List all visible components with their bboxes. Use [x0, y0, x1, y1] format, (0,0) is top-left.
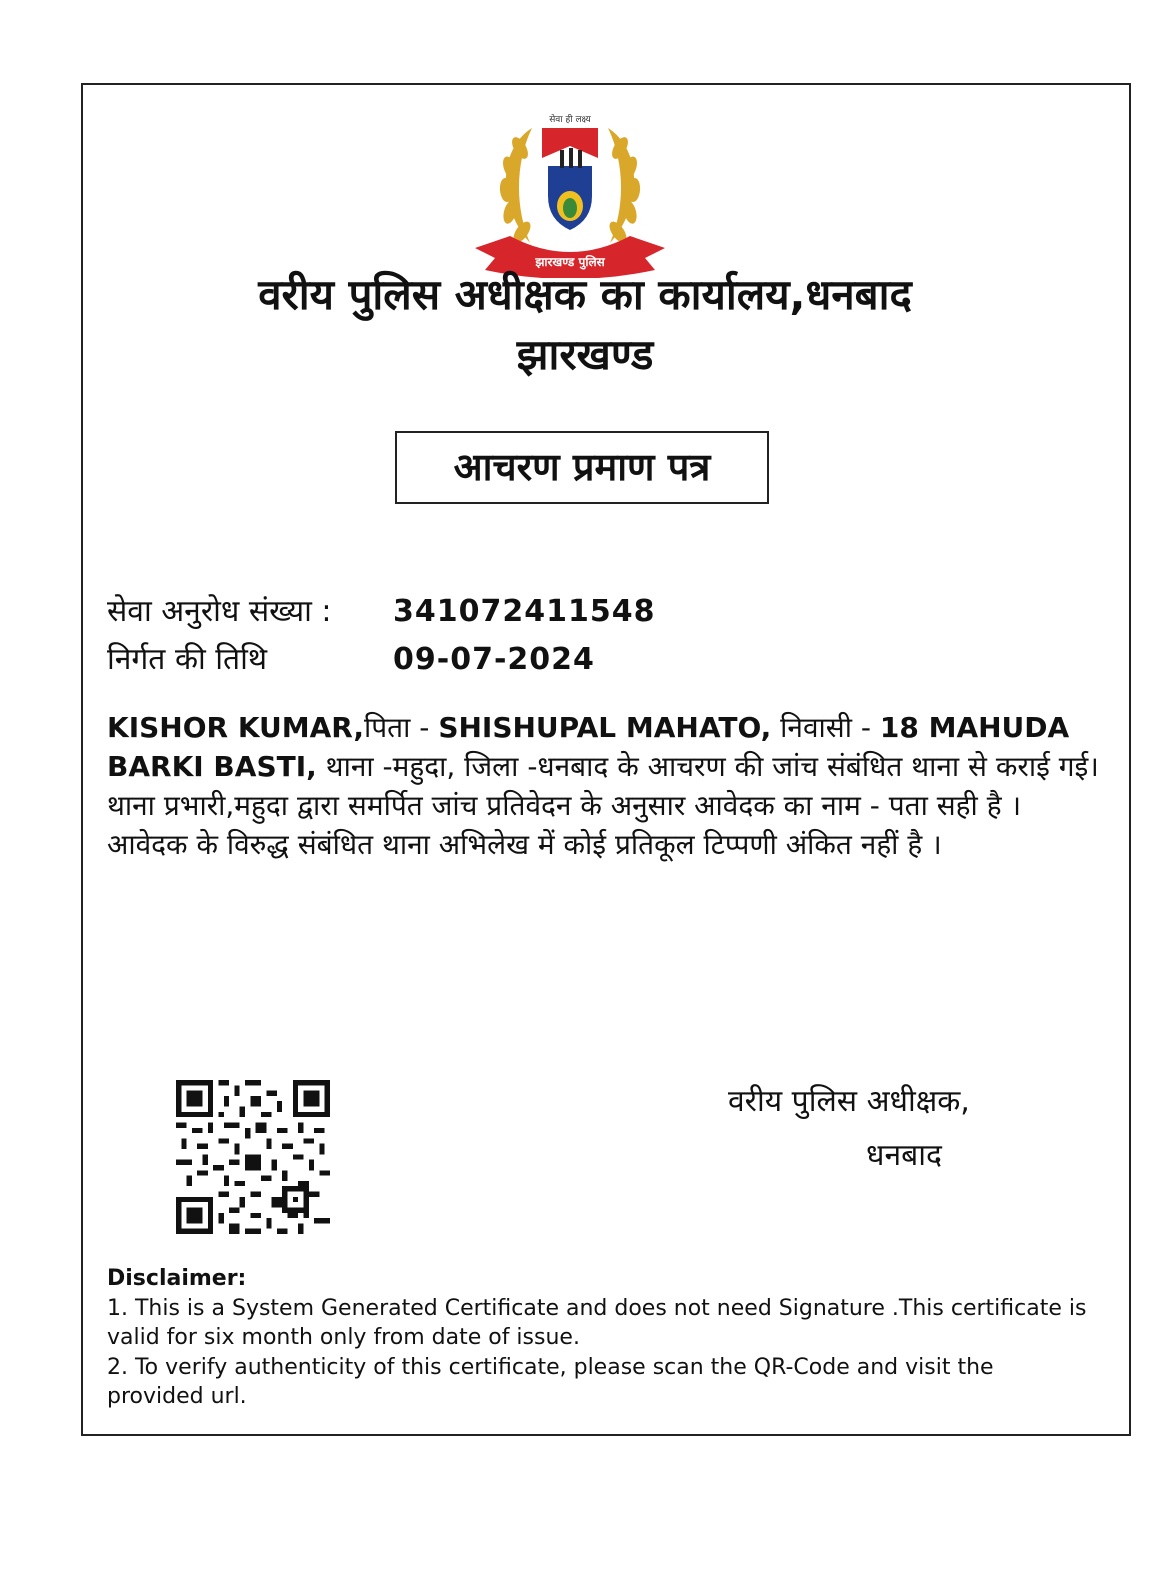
issue-date-label: निर्गत की तिथि [107, 642, 268, 677]
disclaimer-item: 1. This is a System Generated Certificate and does not need Signature .This certificate is valid for six month only from date of issue. [107, 1295, 1087, 1350]
disclaimer-heading: Disclaimer: [107, 1266, 247, 1291]
disclaimer [107, 1264, 1097, 1412]
body-statement: थाना -महुदा, जिला -धनबाद के आचरण की जांच संबंधित थाना से कराई गई। थाना प्रभारी,महुदा द्वारा समर्पित जांच प्रतिवेदन के अनुसार आवेदक का नाम - पता सही है । आवेदक के विरुद्ध संबंधित थाना अभिलेख में कोई प्रतिकूल टिप्पणी अंकित नहीं है । [107, 750, 1099, 861]
disclaimer-item: 2. To verify authenticity of this certificate, please scan the QR-Code and visit the provided url. [107, 1354, 994, 1409]
father-name: SHISHUPAL MAHATO, [438, 711, 772, 744]
issue-date-row [107, 640, 595, 680]
qr-code[interactable] [176, 1080, 330, 1234]
emblem-ribbon-text: झारखण्ड पुलिस [535, 255, 605, 269]
certificate-title: आचरण प्रमाण पत्र [395, 431, 769, 504]
emblem-motto: सेवा ही लक्ष्य [549, 115, 591, 125]
certificate-body [107, 708, 1107, 864]
signatory-title: वरीय पुलिस अधीक्षक, [728, 1084, 970, 1119]
office-state: झारखण्ड [516, 330, 654, 379]
office-title: वरीय पुलिस अधीक्षक का कार्यालय,धनबाद [258, 270, 912, 319]
father-label: पिता - [364, 711, 439, 744]
issue-date-value: 09-07-2024 [393, 642, 595, 677]
resident-label: निवासी - [771, 711, 880, 744]
signatory-location: धनबाद [866, 1138, 942, 1173]
jharkhand-police-emblem [470, 108, 670, 278]
request-number-row [107, 592, 656, 632]
applicant-address: 18 MAHUDA BARKI BASTI, [107, 711, 1070, 783]
request-number-label: सेवा अनुरोध संख्या : [107, 594, 332, 629]
applicant-name: KISHOR KUMAR, [107, 711, 365, 744]
request-number-value: 341072411548 [393, 594, 656, 629]
